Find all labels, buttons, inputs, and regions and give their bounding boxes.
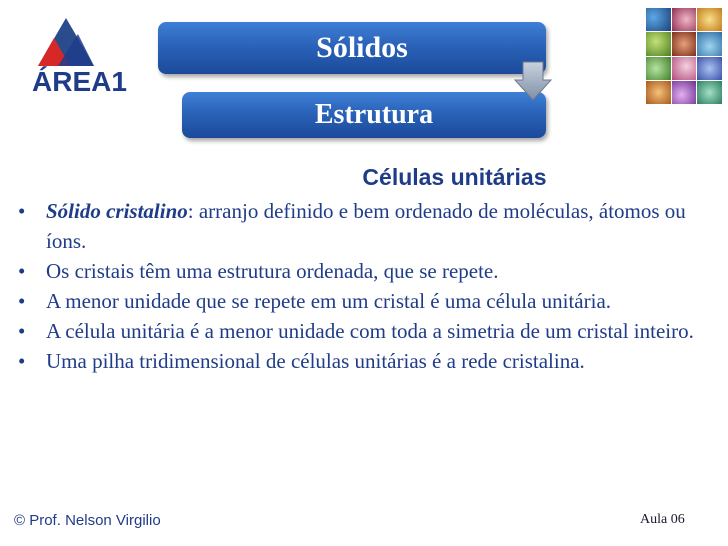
list-item <box>18 346 718 376</box>
list-item <box>18 196 718 256</box>
bullet-text: A célula unitária é a menor unidade com toda a simetria de um cristal inteiro. <box>46 319 694 343</box>
bullet-text: Uma pilha tridimensional de células unitárias é a rede cristalina. <box>46 349 585 373</box>
list-item <box>18 256 718 286</box>
title-banner <box>158 22 546 74</box>
footer-author: © Prof. Nelson Virgilio <box>14 512 161 529</box>
bullet-marker: • <box>18 289 26 313</box>
section-banner <box>182 92 546 138</box>
logo-mark-icon <box>8 14 138 74</box>
bullet-list <box>18 196 718 376</box>
bullet-text: A menor unidade que se repete em um cristal é uma célula unitária. <box>46 289 612 313</box>
bullet-marker: • <box>18 199 26 223</box>
area1-logo <box>8 14 138 97</box>
bullet-marker: • <box>18 349 26 373</box>
list-item <box>18 286 718 316</box>
bullet-text: Os cristais têm uma estrutura ordenada, que se repete. <box>46 259 499 283</box>
cell-image-collage <box>646 8 722 104</box>
section-title: Estrutura <box>314 99 434 130</box>
page-title: Sólidos <box>316 31 408 64</box>
bullet-emphasis: Sólido cristalino <box>46 199 188 223</box>
arrow-down-icon <box>514 60 552 102</box>
bullet-marker: • <box>18 319 26 343</box>
footer-lesson: Aula 06 <box>640 512 685 527</box>
bullet-text: : arranjo definido e bem ordenado de moléculas, átomos ou íons. <box>46 199 686 253</box>
list-item <box>18 316 718 346</box>
bullet-marker: • <box>18 259 26 283</box>
logo-text: ÁREA1 <box>32 66 127 97</box>
subtitle: Células unitárias <box>362 164 547 190</box>
